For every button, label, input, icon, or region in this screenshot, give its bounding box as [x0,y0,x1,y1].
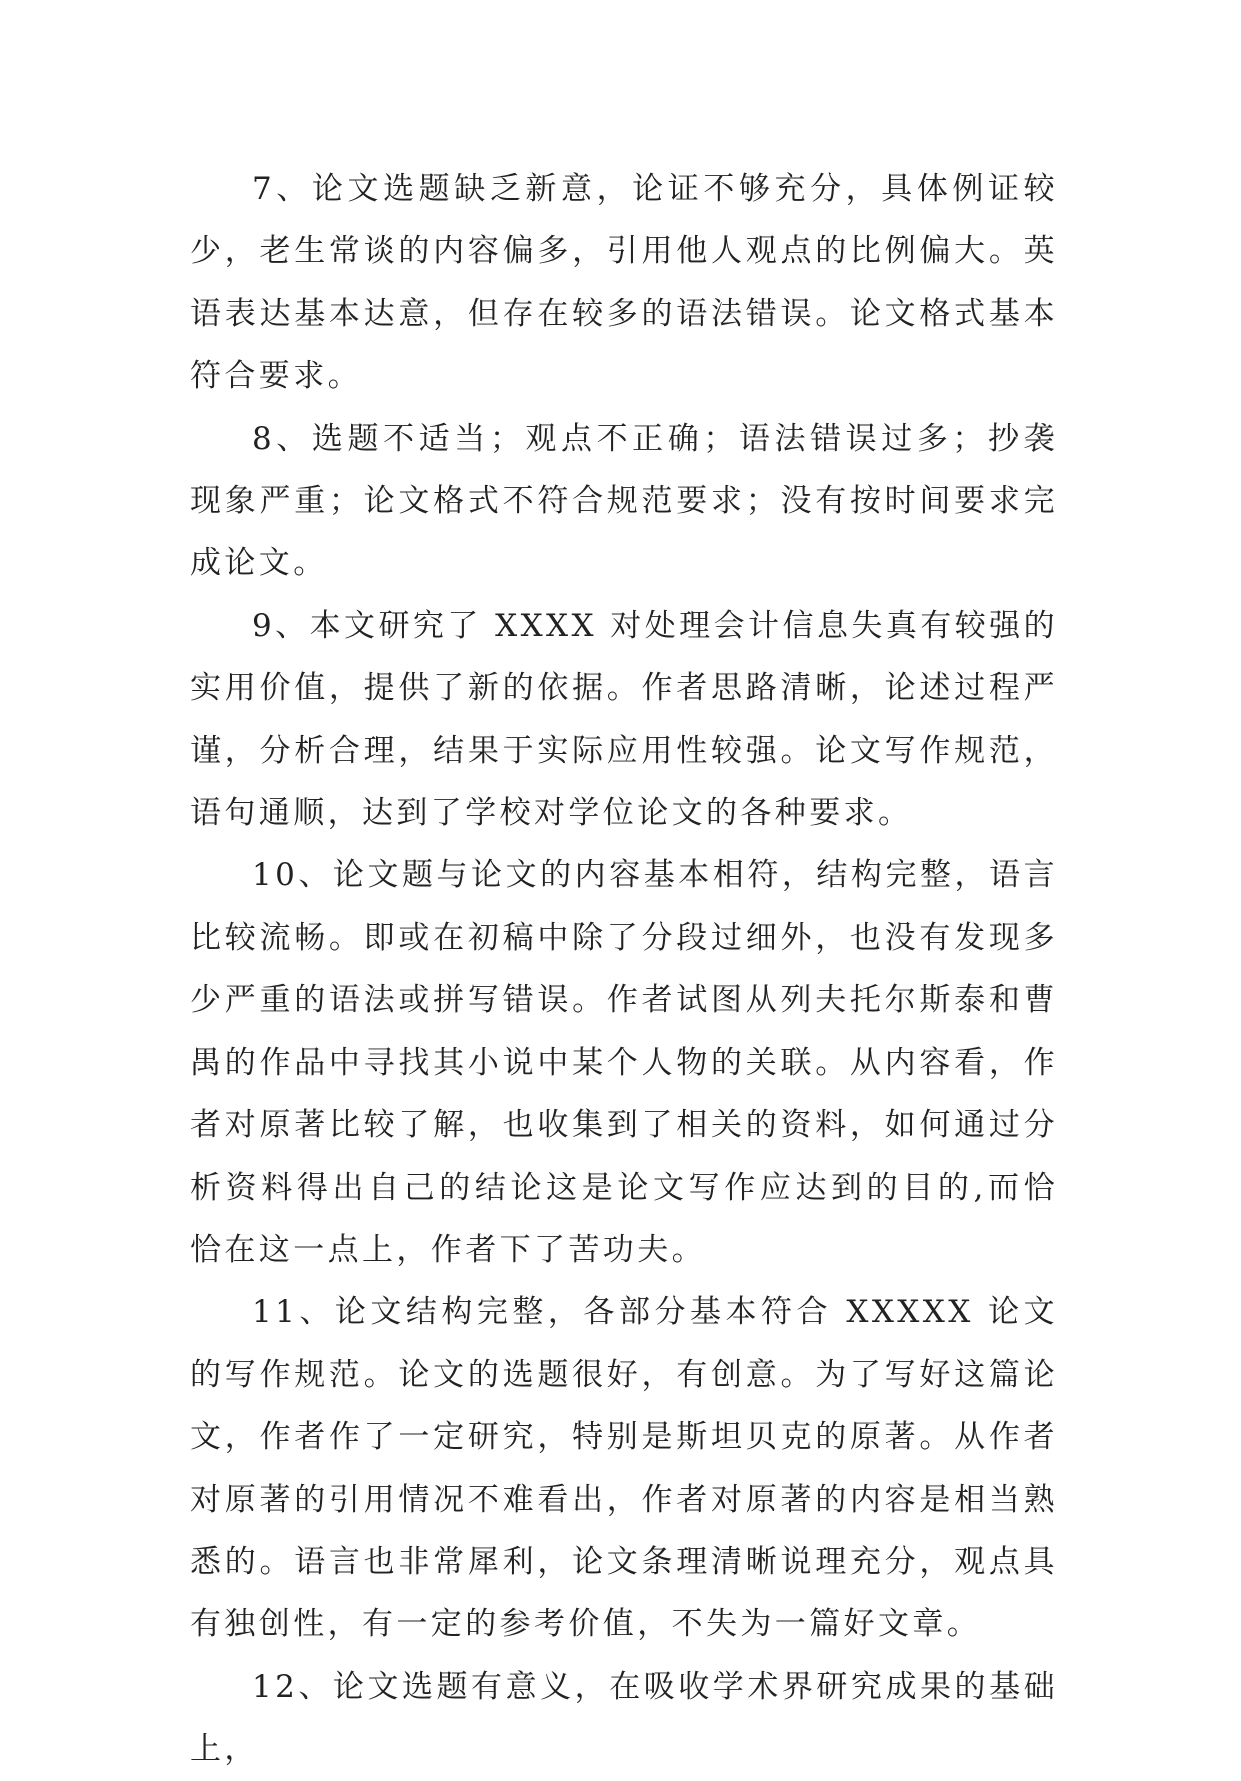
paragraph-10: 10、论文题与论文的内容基本相符，结构完整，语言比较流畅。即或在初稿中除了分段过细外，也没有发现多少严重的语法或拼写错误。作者试图从列夫托尔斯泰和曹禺的作品中寻找其小说中某个人物的关联。从内容看，作者对原著比较了解，也收集到了相关的资料，如何通过分析资料得出自己的结论这是论文写作应达到的目的,而恰恰在这一点上，作者下了苦功夫。 [190,857,1058,1268]
paragraph-8: 8、选题不适当；观点不正确；语法错误过多；抄袭现象严重；论文格式不符合规范要求；没有按时间要求完成论文。 [190,420,1058,582]
paragraph-9: 9、本文研究了 XXXX 对处理会计信息失真有较强的实用价值，提供了新的依据。作者思路清晰，论述过程严谨，分析合理，结果于实际应用性较强。论文写作规范，语句通顺，达到了学校对学位论文的各种要求。 [190,607,1058,832]
paragraph-11: 11、论文结构完整，各部分基本符合 XXXXX 论文的写作规范。论文的选题很好，有创意。为了写好这篇论文，作者作了一定研究，特别是斯坦贝克的原著。从作者对原著的引用情况不难看出，作者对原著的内容是相当熟悉的。语言也非常犀利，论文条理清晰说理充分，观点具有独创性，有一定的参考价值，不失为一篇好文章。 [190,1294,1058,1643]
paragraph-12: 12、论文选题有意义，在吸收学术界研究成果的基础上， [190,1668,1058,1768]
paragraph-7: 7、论文选题缺乏新意，论证不够充分，具体例证较少，老生常谈的内容偏多，引用他人观点的比例偏大。英语表达基本达意，但存在较多的语法错误。论文格式基本符合要求。 [190,171,1058,395]
document-body [190,158,1058,1781]
